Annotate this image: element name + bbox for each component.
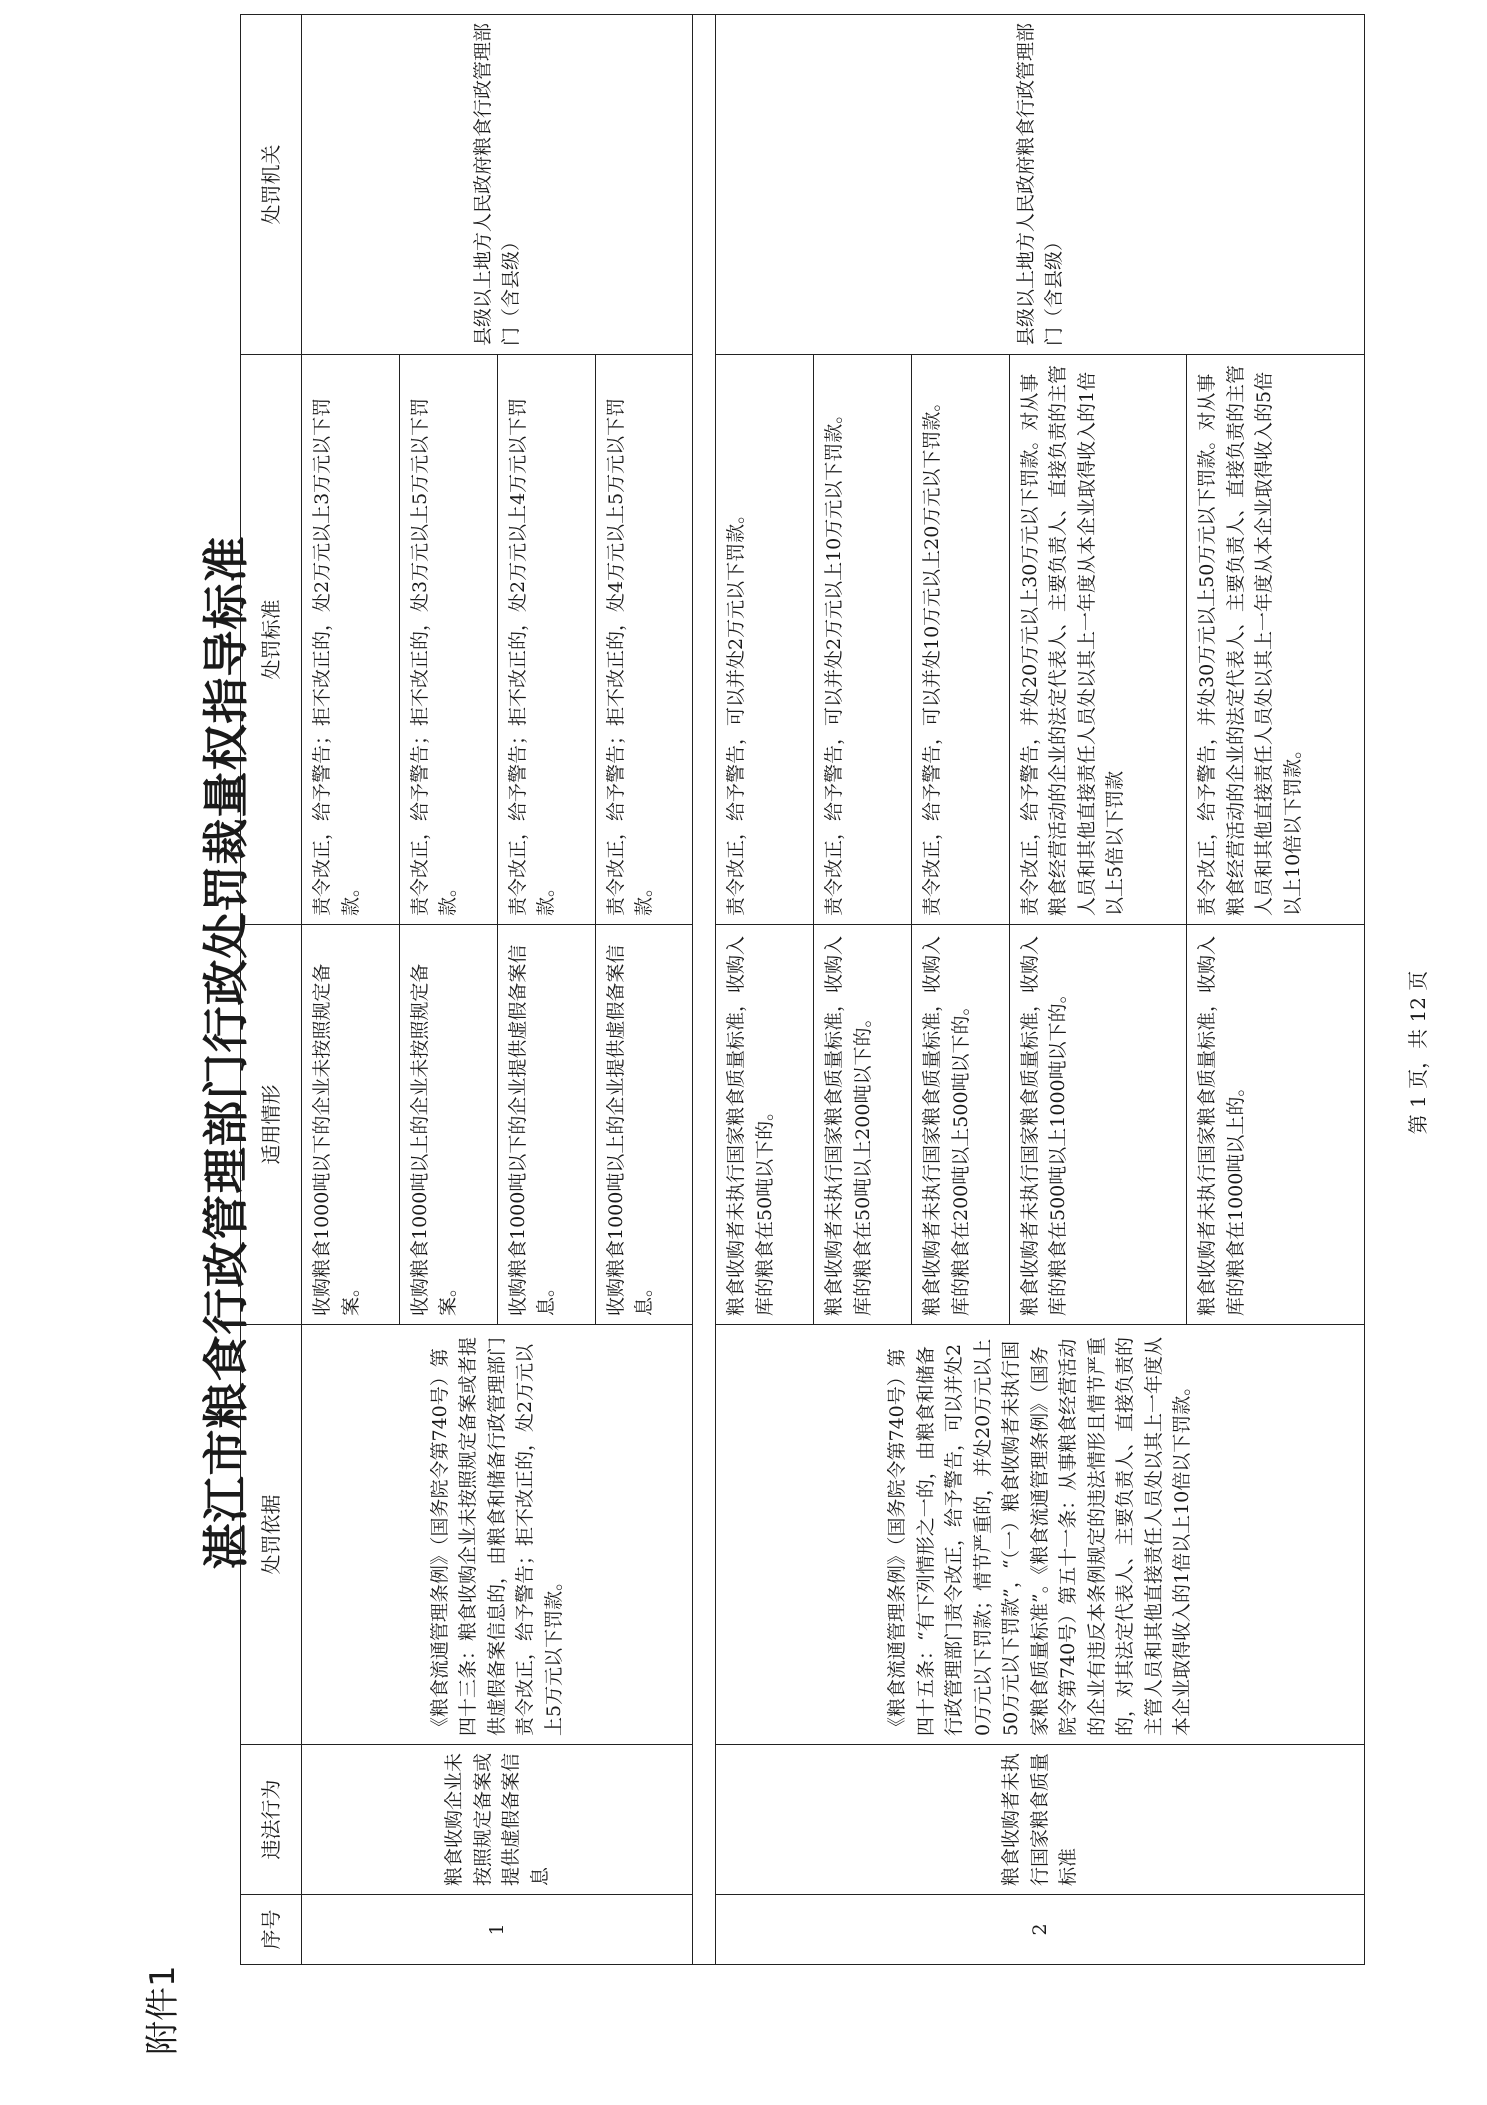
header-authority: 处罚机关 [241,15,302,355]
standard-cell: 责令改正，给予警告，并处20万元以上30万元以下罚款。对从事粮食经营活动的企业的法定代表人、主要负责人、直接负责的主管人员和其他直接责任人员处以其上一年度从本企业取得收入的1倍以上5倍以下罚款 [1009,355,1187,925]
header-standard: 处罚标准 [241,355,302,925]
situation-cell: 粮食收购者未执行国家粮食质量标准，收购入库的粮食在1000吨以上的。 [1187,925,1365,1325]
situation-cell: 收购粮食1000吨以下的企业提供虚假备案信息。 [497,925,595,1325]
basis-cell: 《粮食流通管理条例》（国务院令第740号）第四十五条：“有下列情形之一的，由粮食和储备行政管理部门责令改正，给予警告，可以并处20万元以下罚款；情节严重的，并处20万元以上50万元以下罚款”，“（一）粮食收购者未执行国家粮食质量标准”。《粮食流通管理条例》（国务院令第740号）第五十一条：从事粮食经营活动的企业有违反本条例规定的违法情形且情节严重的，对其法定代表人、主要负责人、直接负责的主管人员和其他直接责任人员处以其上一年度从本企业取得收入的1倍以上10倍以下罚款。 [716,1325,1365,1745]
divider-cell [693,15,716,1965]
page-title: 湛江市粮食行政管理部门行政处罚裁量权指导标准 [199,535,253,1570]
penalty-table [240,14,1365,1965]
divider-row [693,15,716,1965]
seq-cell: 2 [716,1895,1365,1965]
authority-cell: 县级以上地方人民政府粮食行政管理部门（含县级） [302,15,693,355]
header-seq: 序号 [241,1895,302,1965]
situation-cell: 收购粮食1000吨以下的企业未按照规定备案。 [302,925,400,1325]
situation-cell: 收购粮食1000吨以上的企业未按照规定备案。 [399,925,497,1325]
situation-cell: 粮食收购者未执行国家粮食质量标准，收购入库的粮食在500吨以上1000吨以下的。 [1009,925,1187,1325]
standard-cell: 责令改正，给予警告；拒不改正的，处4万元以上5万元以下罚款。 [595,355,693,925]
seq-cell: 1 [302,1895,693,1965]
authority-cell: 县级以上地方人民政府粮食行政管理部门（含县级） [716,15,1365,355]
standard-cell: 责令改正，给予警告，可以并处2万元以下罚款。 [716,355,814,925]
table-row [302,15,400,1965]
situation-cell: 粮食收购者未执行国家粮食质量标准，收购入库的粮食在50吨以上200吨以下的。 [814,925,912,1325]
standard-cell: 责令改正，给予警告；拒不改正的，处3万元以上5万元以下罚款。 [399,355,497,925]
standard-cell: 责令改正，给予警告；拒不改正的，处2万元以上4万元以下罚款。 [497,355,595,925]
annex-label: 附件1 [143,1965,183,2055]
situation-cell: 粮食收购者未执行国家粮食质量标准，收购入库的粮食在50吨以下的。 [716,925,814,1325]
page-footer: 第 1 页，共 12 页 [1406,970,1430,1135]
header-row [241,15,302,1965]
basis-cell: 《粮食流通管理条例》（国务院令第740号）第四十三条：粮食收购企业未按照规定备案或者提供虚假备案信息的，由粮食和储备行政管理部门责令改正，给予警告；拒不改正的，处2万元以上5万元以下罚款。 [302,1325,693,1745]
situation-cell: 收购粮食1000吨以上的企业提供虚假备案信息。 [595,925,693,1325]
violation-cell: 粮食收购企业未按照规定备案或提供虚假备案信息 [302,1745,693,1895]
header-basis: 处罚依据 [241,1325,302,1745]
standard-cell: 责令改正，给予警告，并处30万元以上50万元以下罚款。对从事粮食经营活动的企业的法定代表人、主要负责人、直接负责的主管人员和其他直接责任人员处以其上一年度从本企业取得收入的5倍以上10倍以下罚款。 [1187,355,1365,925]
situation-cell: 粮食收购者未执行国家粮食质量标准，收购入库的粮食在200吨以上500吨以下的。 [912,925,1010,1325]
violation-cell: 粮食收购者未执行国家粮食质量标准 [716,1745,1365,1895]
table-row [716,15,814,1965]
standard-cell: 责令改正，给予警告，可以并处10万元以上20万元以下罚款。 [912,355,1010,925]
standard-cell: 责令改正，给予警告，可以并处2万元以上10万元以下罚款。 [814,355,912,925]
standard-cell: 责令改正，给予警告；拒不改正的，处2万元以上3万元以下罚款。 [302,355,400,925]
header-situation: 适用情形 [241,925,302,1325]
header-violation: 违法行为 [241,1745,302,1895]
